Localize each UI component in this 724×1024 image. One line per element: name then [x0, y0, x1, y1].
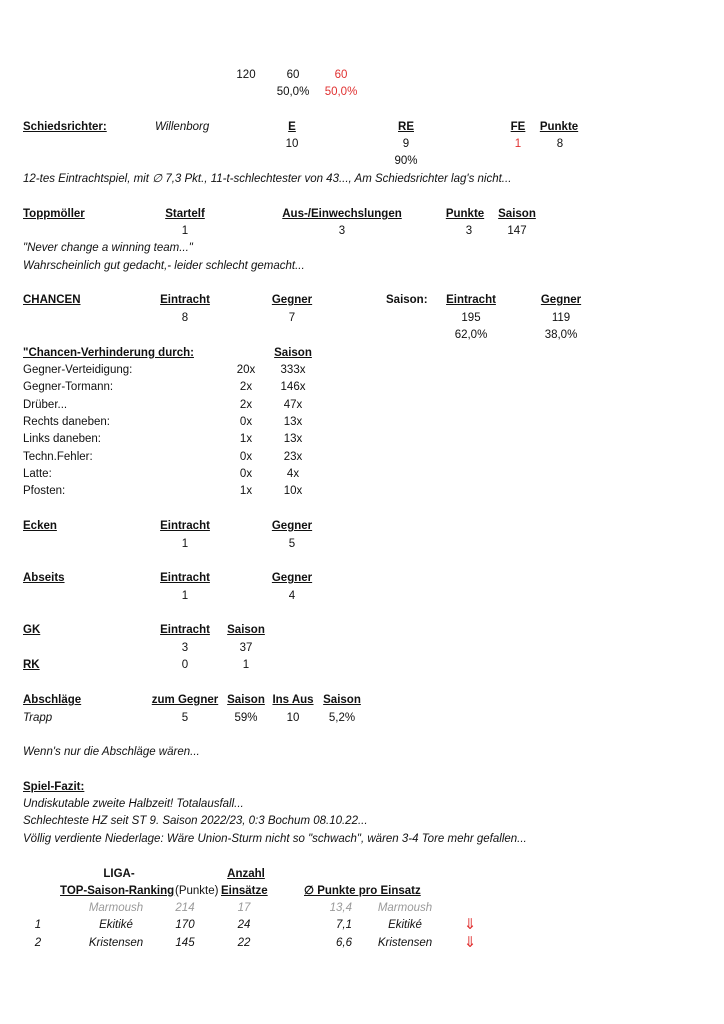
ranking-header-anzahl: Anzahl [227, 868, 265, 880]
coach-comment: Wahrscheinlich gut gedacht,- leider schlecht gemacht... [23, 260, 305, 272]
rk-label: RK [23, 659, 40, 671]
top-total: 120 [236, 69, 256, 81]
coach-value-wechsel: 3 [338, 225, 346, 237]
coach-header-punkte: Punkte [445, 208, 485, 220]
ranking-row-avg: 13,4 [329, 902, 352, 914]
chancen-value-eintracht: 8 [181, 312, 189, 324]
prevention-row-label: Gegner-Tormann: [23, 381, 114, 394]
top-pct-eintracht: 50,0% [276, 86, 310, 98]
chancen-header-eintracht: Eintracht [160, 294, 210, 306]
top-value-eintracht: 60 [286, 69, 300, 81]
ecken-label: Ecken [23, 520, 57, 532]
prevention-label: "Chancen-Verhinderung durch: [23, 347, 194, 359]
abschlaege-header-ins-aus: Ins Aus [272, 694, 314, 706]
ranking-header-pro-einsatz: ∅ Punkte pro Einsatz [304, 885, 421, 897]
abseits-value-gegner: 4 [288, 590, 296, 602]
abschlaege-value-zum-gegner: 5 [181, 712, 189, 724]
abschlaege-note: Wenn's nur die Abschläge wären... [23, 746, 200, 758]
ranking-row-punkte: 170 [175, 919, 195, 932]
prevention-row-game: 2x [239, 381, 253, 394]
prevention-row-game: 1x [239, 433, 253, 446]
ranking-row-name2: Kristensen [377, 936, 433, 949]
prevention-row-label: Latte: [23, 467, 52, 480]
coach-quote: "Never change a winning team..." [23, 242, 193, 254]
ranking-row-trend-icon: ⇓ [463, 916, 477, 934]
prevention-row-season: 333x [280, 364, 306, 376]
ranking-row-name: Marmoush [88, 902, 144, 914]
chancen-saison-label: Saison: [386, 294, 428, 306]
prevention-row-label: Rechts daneben: [23, 415, 110, 428]
ranking-row-name: Ekitiké [99, 919, 133, 932]
prevention-row-label: Links daneben: [23, 433, 102, 446]
coach-value-startelf: 1 [181, 225, 189, 237]
abschlaege-header-saison2: Saison [323, 694, 361, 706]
ecken-header-eintracht: Eintracht [160, 520, 210, 532]
abschlaege-player: Trapp [23, 712, 53, 724]
chancen-value-gegner: 7 [288, 312, 296, 324]
ranking-row-einsaetze: 17 [237, 902, 251, 914]
cards-header-eintracht: Eintracht [160, 624, 210, 636]
prevention-row-season: 13x [283, 433, 303, 446]
coach-header-saison: Saison [498, 208, 536, 220]
ranking-row-name: Kristensen [88, 936, 144, 949]
ranking-header-liga: LIGA- [103, 868, 135, 880]
prevention-row-season: 10x [283, 485, 303, 498]
abseits-header-gegner: Gegner [271, 572, 313, 584]
chancen-saison-eintracht-pct: 62,0% [454, 329, 488, 341]
prevention-row-season: 23x [283, 450, 303, 463]
prevention-row-game: 20x [236, 364, 256, 376]
chancen-saison-header-gegner: Gegner [540, 294, 582, 306]
prevention-row-game: 0x [239, 450, 253, 463]
abschlaege-label: Abschläge [23, 694, 82, 706]
abschlaege-header-zum-gegner: zum Gegner [151, 694, 219, 706]
ranking-row-einsaetze: 24 [237, 919, 251, 932]
chancen-saison-eintracht: 195 [461, 312, 481, 324]
prevention-header-saison: Saison [274, 347, 312, 359]
prevention-row-label: Pfosten: [23, 485, 66, 498]
top-value-gegner: 60 [334, 69, 348, 81]
ranking-header-top: TOP-Saison-Ranking [60, 885, 175, 897]
ranking-row-punkte: 145 [175, 936, 195, 949]
abseits-header-eintracht: Eintracht [160, 572, 210, 584]
fazit-line: Undiskutable zweite Halbzeit! Totalausfall... [23, 798, 244, 810]
referee-label: Schiedsrichter: [23, 121, 107, 133]
referee-value-fe: 1 [514, 138, 522, 150]
chancen-saison-header-eintracht: Eintracht [446, 294, 496, 306]
referee-note: 12-tes Eintrachtspiel, mit ∅ 7,3 Pkt., 11-t-schlechtester von 43..., Am Schiedsrichter lag's nicht... [23, 173, 512, 185]
ecken-value-eintracht: 1 [181, 538, 189, 550]
chancen-label: CHANCEN [23, 294, 81, 306]
referee-value-re: 9 [402, 138, 410, 150]
ranking-row-trend-icon: ⇓ [463, 933, 477, 951]
top-pct-gegner: 50,0% [324, 86, 358, 98]
abschlaege-value-ins-aus: 10 [286, 712, 300, 724]
fazit-line: Schlechteste HZ seit ST 9. Saison 2022/23, 0:3 Bochum 08.10.22... [23, 815, 368, 827]
abschlaege-header-saison1: Saison [227, 694, 265, 706]
referee-value-e: 10 [285, 138, 299, 150]
fazit-line: Völlig verdiente Niederlage: Wäre Union-Sturm nicht so "schwach", wären 3-4 Tore mehr gefallen... [23, 833, 527, 845]
prevention-row-game: 2x [239, 398, 253, 411]
coach-value-saison: 147 [507, 225, 527, 237]
ranking-header-punkte: (Punkte) [175, 885, 219, 897]
coach-header-wechsel: Aus-/Einwechslungen [282, 208, 402, 220]
ranking-row-name2: Marmoush [377, 902, 433, 914]
prevention-row-game: 0x [239, 467, 253, 480]
ranking-header-einsaetze: Einsätze [221, 885, 268, 897]
ranking-row-punkte: 214 [175, 902, 195, 914]
ranking-row-avg: 7,1 [336, 919, 352, 932]
prevention-row-game: 1x [239, 485, 253, 498]
ranking-row-einsaetze: 22 [237, 936, 251, 949]
referee-header-punkte: Punkte [539, 121, 579, 133]
abschlaege-value-saison2: 5,2% [328, 712, 356, 724]
prevention-row-game: 0x [239, 415, 253, 428]
referee-header-fe: FE [510, 121, 526, 133]
gk-label: GK [23, 624, 41, 636]
ranking-row-name2: Ekitiké [388, 919, 422, 932]
cards-header-saison: Saison [227, 624, 265, 636]
referee-header-re: RE [398, 121, 414, 133]
referee-value-punkte: 8 [556, 138, 564, 150]
coach-label: Toppmöller [23, 208, 85, 220]
rk-value-eintracht: 0 [181, 659, 189, 671]
abseits-label: Abseits [23, 572, 65, 584]
rk-value-saison: 1 [242, 659, 250, 671]
chancen-header-gegner: Gegner [271, 294, 313, 306]
prevention-row-season: 4x [286, 467, 300, 480]
referee-re-pct: 90% [394, 155, 418, 167]
prevention-row-season: 47x [283, 398, 303, 411]
coach-header-startelf: Startelf [165, 208, 205, 220]
ranking-row-avg: 6,6 [336, 936, 352, 949]
fazit-label: Spiel-Fazit: [23, 781, 85, 793]
abseits-value-eintracht: 1 [181, 590, 189, 602]
ecken-value-gegner: 5 [288, 538, 296, 550]
referee-header-e: E [288, 121, 296, 133]
abschlaege-value-saison1: 59% [234, 712, 258, 724]
gk-value-saison: 37 [239, 642, 253, 654]
coach-value-punkte: 3 [465, 225, 473, 237]
prevention-row-label: Techn.Fehler: [23, 450, 93, 463]
ranking-row-rank: 2 [34, 936, 42, 949]
prevention-row-season: 146x [280, 381, 306, 394]
gk-value-eintracht: 3 [181, 642, 189, 654]
chancen-saison-gegner: 119 [551, 312, 571, 324]
prevention-row-label: Gegner-Verteidigung: [23, 364, 133, 376]
chancen-saison-gegner-pct: 38,0% [544, 329, 578, 341]
ecken-header-gegner: Gegner [271, 520, 313, 532]
referee-name: Willenborg [155, 121, 210, 133]
prevention-row-label: Drüber... [23, 398, 68, 411]
prevention-row-season: 13x [283, 415, 303, 428]
ranking-row-rank: 1 [34, 919, 42, 932]
